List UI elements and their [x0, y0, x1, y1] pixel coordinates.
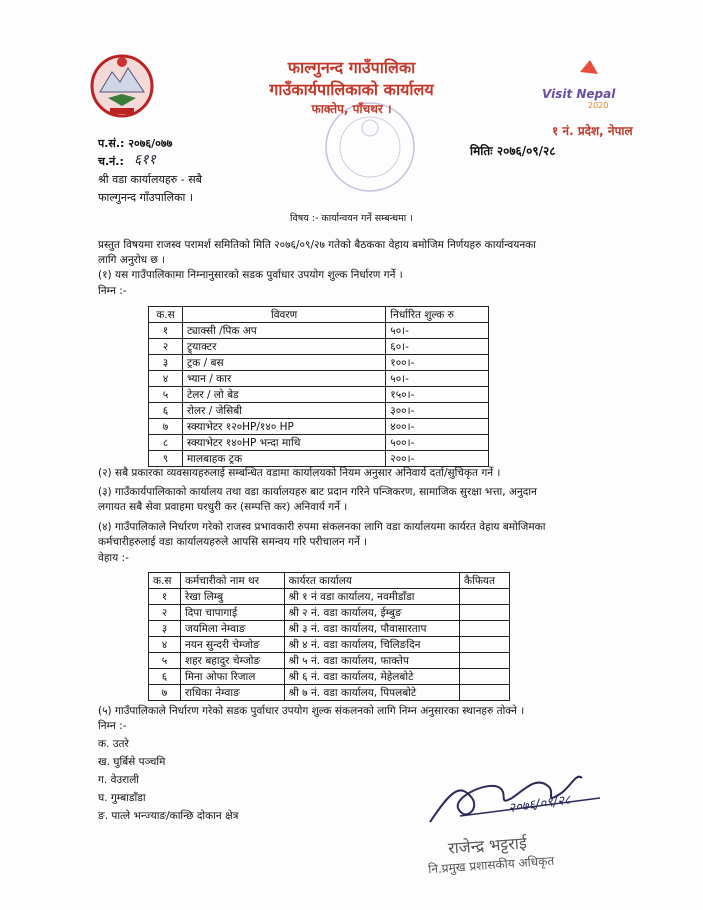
table-row — [149, 637, 510, 653]
fee-col-amount: निर्धारित शुल्क रु — [386, 307, 489, 323]
staff-name: मिना ओफा रिजाल — [180, 669, 284, 685]
fee-desc: स्क्याभेटर १२०HP/१४० HP — [182, 419, 385, 435]
staff-office: श्री ५ नं. वडा कार्यालय, फाक्तेप — [284, 653, 459, 669]
subject-line: विषय :- कार्यान्वयन गर्ने सम्बन्धमा । — [290, 213, 413, 224]
fee-amount: ४००।- — [386, 419, 489, 435]
fee-amount: ५०।- — [386, 371, 489, 387]
table-row — [149, 339, 489, 355]
fee-sn: ८ — [149, 435, 183, 451]
point-5: (५) गाउँपालिकाले निर्धारण गरेको सडक पुर्वाधार उपयोग शुल्क संकलनको लागि निम्न अनुसारका स्थानहरु तोक्ने । — [98, 705, 525, 717]
point-4-line2: कर्मचारीहरुलाई वडा कार्यालयहरुले आपसि समन्वय गरि परीचालन गर्ने । — [98, 536, 368, 548]
staff-sn: ७ — [149, 685, 181, 701]
point-3-line2: लगायत सबै सेवा प्रवाहमा घरधुरी कर (सम्पत्ति कर) अनिवार्य गर्ने । — [98, 501, 348, 513]
patra-sankhya: प.सं.: २०७६/०७७ — [98, 137, 173, 150]
place-item: ख. घुर्बिसे पञ्चमि — [98, 756, 166, 768]
staff-name: दिपा चापागाई — [180, 605, 284, 621]
header-address: फाक्तेप, पाँचथर । — [311, 102, 392, 116]
fee-sn: ५ — [149, 387, 183, 403]
fee-desc: स्क्याभेटर १४०HP भन्दा माथि — [182, 435, 385, 451]
staff-table-header — [149, 573, 510, 589]
fee-amount: ५००।- — [386, 435, 489, 451]
staff-remarks — [460, 669, 510, 685]
fee-table-header — [149, 307, 489, 323]
nimna-label-1: निम्न :- — [98, 285, 127, 297]
table-row — [149, 653, 510, 669]
fee-desc: ट्र्याक्टर — [182, 339, 385, 355]
table-row — [149, 605, 510, 621]
recipient-line2: फाल्गुनन्द गाँउपालिका । — [98, 191, 194, 204]
table-row — [149, 435, 489, 451]
fee-sn: १ — [149, 323, 183, 339]
staff-remarks — [460, 589, 510, 605]
table-row — [149, 621, 510, 637]
fee-table — [148, 306, 489, 467]
fee-amount: ५०।- — [386, 323, 489, 339]
fee-amount: १००।- — [386, 355, 489, 371]
fee-sn: ६ — [149, 403, 183, 419]
table-row — [149, 387, 489, 403]
fee-desc: ट्याक्सी /पिक अप — [182, 323, 385, 339]
staff-name: नयन सुन्दरी चेम्जोङ — [180, 637, 284, 653]
staff-name: रेखा लिम्बु — [180, 589, 284, 605]
fee-sn: ७ — [149, 419, 183, 435]
intro-line2: लागि अनुरोध छ । — [98, 254, 166, 266]
fee-col-sn: क.स — [149, 307, 183, 323]
svg-text:Visit Nepal: Visit Nepal — [542, 87, 616, 101]
staff-col-office: कार्यरत कार्यालय — [284, 573, 459, 589]
vehay-label: वेहाय :- — [98, 552, 129, 564]
staff-sn: १ — [149, 589, 181, 605]
signatory-name: राजेन्द्र भट्टराई — [447, 833, 528, 858]
table-row — [149, 371, 489, 387]
staff-sn: ५ — [149, 653, 181, 669]
place-item: ङ. पात्ले भन्ज्याङ/कान्छि दोकान क्षेत्र — [98, 810, 239, 822]
staff-sn: ४ — [149, 637, 181, 653]
fee-amount: ३००।- — [386, 403, 489, 419]
table-row — [149, 419, 489, 435]
letter-date: मितिः २०७६/०९/२८ — [470, 144, 556, 158]
fee-sn: ३ — [149, 355, 183, 371]
signature-date: २०७६/०९/२८ — [507, 792, 572, 817]
table-row — [149, 323, 489, 339]
header-province: १ नं. प्रदेश, नेपाल — [552, 124, 633, 138]
point-4-line1: (४) गाउँपालिकाले निर्धारण गरेको राजस्व प्रभावकारी रुपमा संकलनका लागि वडा कार्यालयमा कार्यरत वेहाय बमोजिमका — [98, 521, 546, 533]
fee-desc: भ्यान / कार — [182, 371, 385, 387]
intro-line1: प्रस्तुत विषयमा राजस्व परामर्श समितिको मिति २०७६/०९/२७ गतेको बैठकका वेहाय बमोजिम निर्णयहरु कार्यान्वयनका — [98, 239, 536, 251]
staff-col-remarks: कैफियत — [460, 573, 510, 589]
staff-sn: २ — [149, 605, 181, 621]
staff-name: राधिका नेम्वाङ — [180, 685, 284, 701]
staff-sn: ६ — [149, 669, 181, 685]
staff-office: श्री ६ नं. वडा कार्यालय, मेहेलबोटे — [284, 669, 459, 685]
staff-office: श्री २ नं. वडा कार्यालय, ईम्बुङ — [284, 605, 459, 621]
fee-col-desc: विवरण — [182, 307, 385, 323]
place-item: घ. गुम्बाडाँडा — [98, 792, 146, 804]
point-3-line1: (३) गाउँकार्यपालिकाको कार्यालय तथा वडा कार्यालयहरु बाट प्रदान गरिने पन्जिकरण, सामाजिक सुरक्षा भत्ता, अनुदान — [98, 486, 537, 498]
staff-sn: ३ — [149, 621, 181, 637]
staff-remarks — [460, 653, 510, 669]
nimna-label-2: निम्न :- — [98, 720, 127, 732]
staff-col-name: कर्मचारीको नाम थर — [180, 573, 284, 589]
recipient-line1: श्री वडा कार्यालयहरु - सबै — [98, 173, 202, 186]
signatory-title: नि.प्रमुख प्रशासकीय अधिकृत — [427, 853, 555, 877]
staff-remarks — [460, 605, 510, 621]
staff-office: श्री ३ नं. वडा कार्यालय, पौवासारताप — [284, 621, 459, 637]
fee-desc: मालबाहक ट्रक — [182, 451, 385, 467]
table-row — [149, 669, 510, 685]
fee-desc: टेलर / लो बेड — [182, 387, 385, 403]
fee-amount: २००।- — [386, 451, 489, 467]
fee-sn: ४ — [149, 371, 183, 387]
staff-office: श्री ४ नं. वडा कार्यालय, चिलिङदिन — [284, 637, 459, 653]
point-1: (१) यस गाउँपालिकामा निम्नानुसारको सडक पुर्वाधार उपयोग शुल्क निर्धारण गर्ने । — [98, 269, 403, 281]
staff-remarks — [460, 685, 510, 701]
staff-remarks — [460, 621, 510, 637]
svg-text:2020: 2020 — [588, 101, 609, 110]
staff-name: शहर बहादुर चेम्जोङ — [180, 653, 284, 669]
staff-table — [148, 572, 510, 701]
table-row — [149, 589, 510, 605]
fee-sn: २ — [149, 339, 183, 355]
table-row — [149, 403, 489, 419]
fee-sn: ९ — [149, 451, 183, 467]
fee-desc: ट्रक / बस — [182, 355, 385, 371]
staff-office: श्री १ नं वडा कार्यालय, नवमीडाँडा — [284, 589, 459, 605]
table-row — [149, 685, 510, 701]
place-item: क. उतरे — [98, 738, 129, 750]
fee-amount: ६०।- — [386, 339, 489, 355]
staff-remarks — [460, 637, 510, 653]
table-row — [149, 451, 489, 467]
staff-col-sn: क.स — [149, 573, 181, 589]
point-2: (२) सबै प्रकारका व्यवसायहरुलाई सम्बन्धित वडामा कार्यालयको नियम अनुसार अनिवार्य दर्ता/सुचिकृत गर्ने । — [98, 467, 501, 479]
fee-amount: १५०।- — [386, 387, 489, 403]
chalani-number: ६११ — [134, 152, 156, 168]
table-row — [149, 355, 489, 371]
fee-desc: रोलर / जेसिबी — [182, 403, 385, 419]
staff-office: श्री ७ नं. वडा कार्यालय, पिपलबोटे — [284, 685, 459, 701]
place-item: ग. वेउराली — [98, 774, 140, 786]
chalani-label: च.नं.: — [98, 155, 124, 168]
header-municipality: फाल्गुनन्द गाउँपालिका — [287, 58, 416, 77]
staff-name: जयमिला नेम्वाङ — [180, 621, 284, 637]
header-office: गाउँकार्यपालिकाको कार्यालय — [269, 80, 434, 99]
